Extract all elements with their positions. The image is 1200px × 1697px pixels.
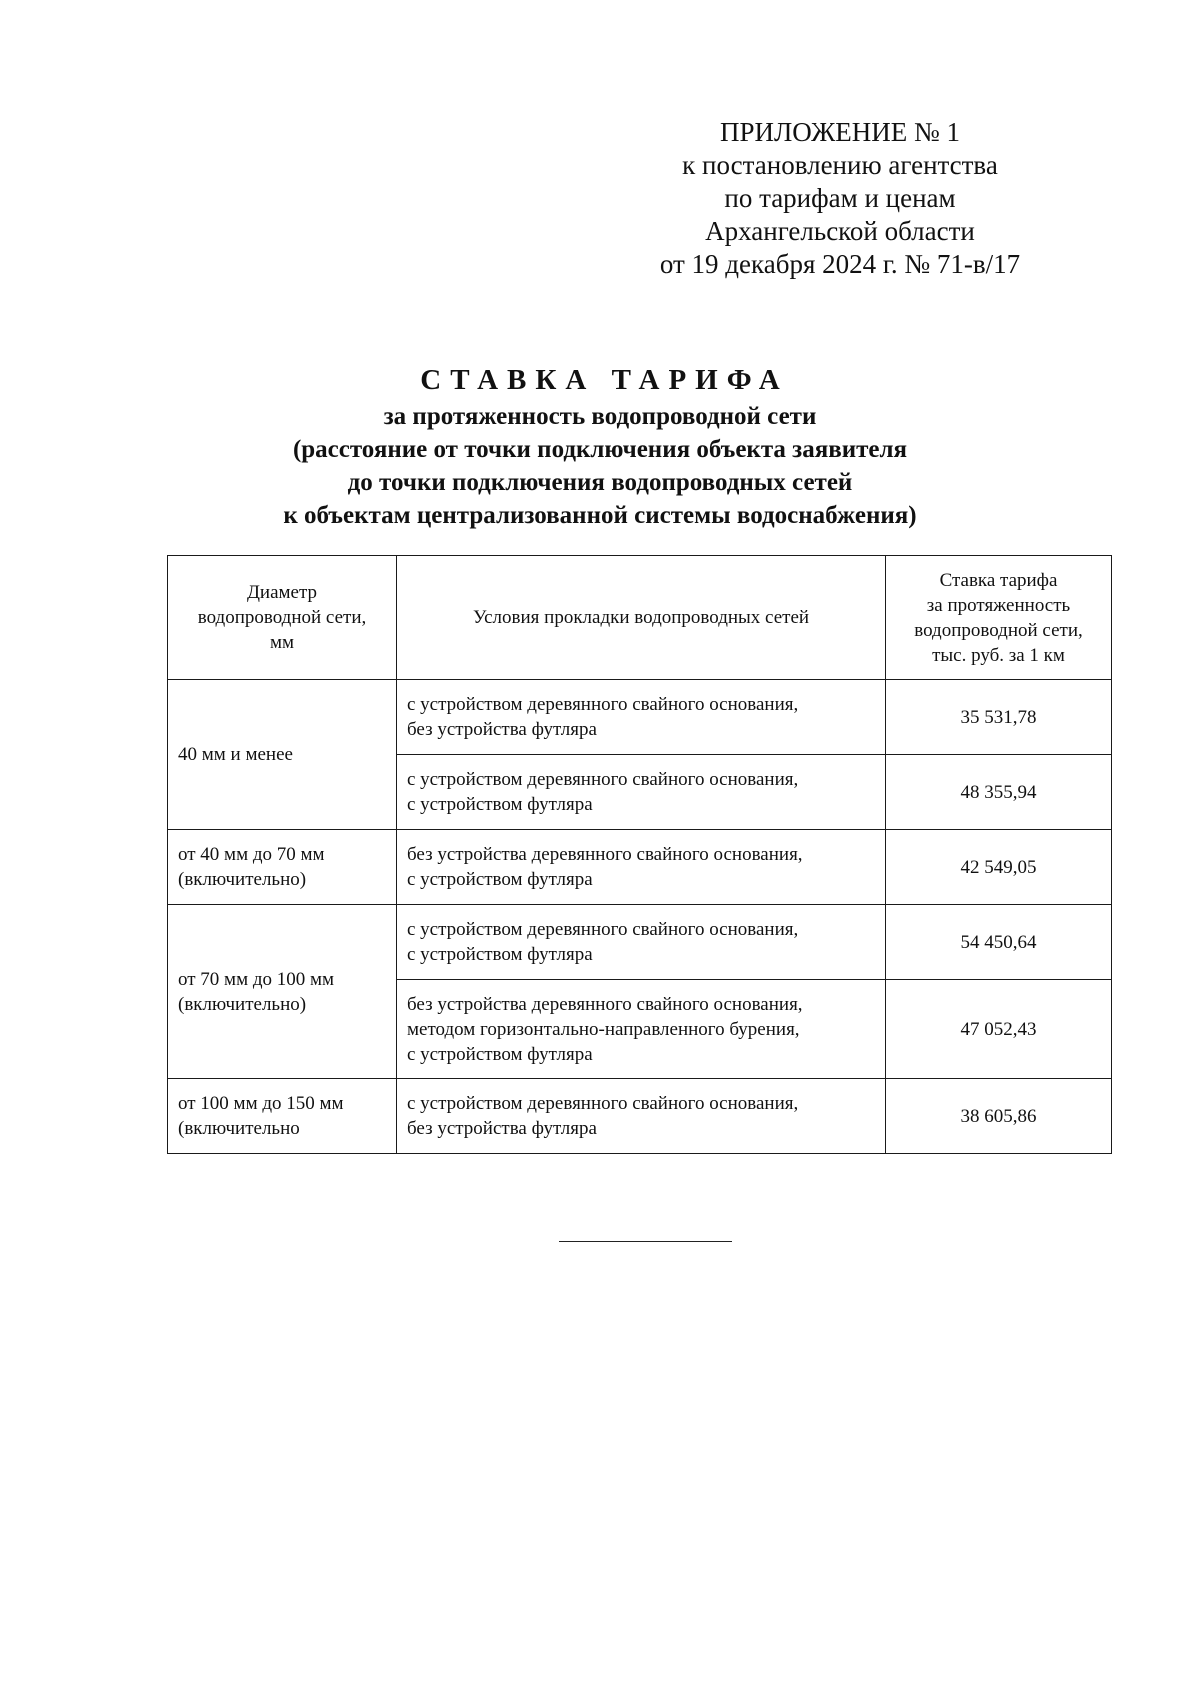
header-rate <box>886 556 1112 680</box>
diameter-text: от 70 мм до 100 мм <box>178 968 335 990</box>
rate-cell: 42 549,05 <box>886 830 1112 905</box>
conditions-cell <box>397 980 886 1079</box>
appendix-line: по тарифам и ценам <box>724 183 956 213</box>
rate-cell: 47 052,43 <box>886 980 1112 1079</box>
table-row <box>168 680 1112 755</box>
end-divider-line <box>559 1241 732 1242</box>
table-row <box>168 830 1112 905</box>
appendix-header <box>590 116 1090 281</box>
header-conditions: Условия прокладки водопроводных сетей <box>397 556 886 680</box>
document-title-block <box>150 360 1050 532</box>
conditions-line: с устройством деревянного свайного основания, <box>407 694 799 715</box>
diameter-text: (включительно) <box>178 869 307 890</box>
diameter-text: от 100 мм до 150 мм <box>178 1093 344 1114</box>
header-diameter <box>168 556 397 680</box>
table-row <box>168 905 1112 980</box>
diameter-text: (включительно) <box>178 993 307 1015</box>
conditions-line: с устройством деревянного свайного основания, <box>407 769 799 790</box>
conditions-line: с устройством футляра <box>407 944 593 965</box>
subtitle-line: к объектам централизованной системы водоснабжения) <box>283 502 917 529</box>
conditions-cell <box>397 905 886 980</box>
rate-cell: 38 605,86 <box>886 1079 1112 1154</box>
conditions-line: с устройством деревянного свайного основания, <box>407 919 799 940</box>
conditions-line: с устройством футляра <box>407 869 593 890</box>
conditions-line: с устройством футляра <box>407 1043 593 1065</box>
document-subtitle <box>150 400 1050 532</box>
conditions-line: с устройством деревянного свайного основания, <box>407 1093 799 1114</box>
document-title: СТАВКА ТАРИФА <box>420 364 789 396</box>
appendix-line: к постановлению агентства <box>682 150 998 180</box>
appendix-date-number: от 19 декабря 2024 г. № 71-в/17 <box>659 249 1021 279</box>
header-rate-line: водопроводной сети, <box>914 619 1083 641</box>
diameter-text: от 40 мм до 70 мм <box>178 844 325 865</box>
header-rate-line: тыс. руб. за 1 км <box>932 644 1065 666</box>
appendix-number: ПРИЛОЖЕНИЕ № 1 <box>719 117 961 147</box>
diameter-text: (включительно <box>178 1118 300 1139</box>
rate-cell: 48 355,94 <box>886 755 1112 830</box>
header-diameter-line: водопроводной сети, <box>197 607 367 628</box>
conditions-line: с устройством футляра <box>407 794 593 815</box>
conditions-cell <box>397 755 886 830</box>
rate-cell: 35 531,78 <box>886 680 1112 755</box>
subtitle-line: (расстояние от точки подключения объекта заявителя <box>292 436 908 463</box>
diameter-cell <box>168 905 397 1079</box>
subtitle-line: за протяженность водопроводной сети <box>383 403 817 430</box>
conditions-line: без устройства футляра <box>407 719 597 740</box>
header-rate-line: Ставка тарифа <box>939 569 1058 591</box>
table-row <box>168 1079 1112 1154</box>
rate-cell: 54 450,64 <box>886 905 1112 980</box>
conditions-cell <box>397 830 886 905</box>
table-header-row <box>168 556 1112 680</box>
conditions-line: без устройства футляра <box>407 1118 597 1139</box>
diameter-text: 40 мм и менее <box>178 744 293 765</box>
conditions-cell <box>397 680 886 755</box>
header-diameter-line: мм <box>269 632 295 653</box>
conditions-line: без устройства деревянного свайного основания, <box>407 993 803 1015</box>
subtitle-line: до точки подключения водопроводных сетей <box>347 469 853 496</box>
conditions-cell <box>397 1079 886 1154</box>
conditions-line: методом горизонтально-направленного бурения, <box>407 1018 800 1040</box>
conditions-line: без устройства деревянного свайного основания, <box>407 844 803 865</box>
diameter-cell <box>168 1079 397 1154</box>
header-diameter-line: Диаметр <box>246 582 318 603</box>
diameter-cell <box>168 830 397 905</box>
diameter-cell <box>168 680 397 830</box>
tariff-table <box>167 555 1112 1154</box>
header-rate-line: за протяженность <box>926 594 1071 616</box>
appendix-line: Архангельской области <box>705 216 975 246</box>
